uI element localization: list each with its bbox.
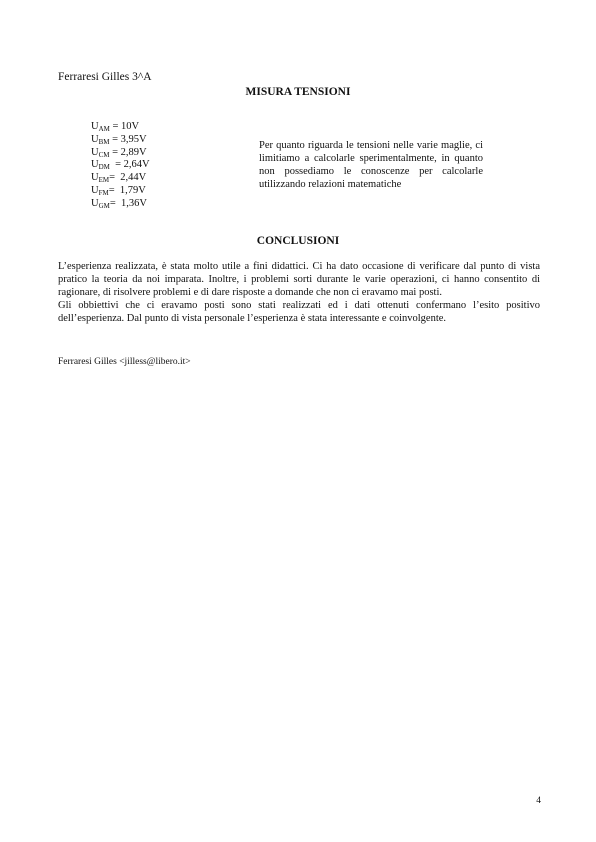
page-number: 4 (536, 796, 541, 806)
measurement-note: Per quanto riguarda le tensioni nelle varie maglie, ci limitiamo a calcolarle sperimentalmente, in quanto non possediamo le conoscenze per calcolarle utilizzando relazioni matematiche (259, 140, 483, 190)
section-title-conclusions: CONCLUSIONI (256, 235, 340, 247)
voltage-row-bm: $U_{BM} = 3,95V$ (91, 133, 147, 146)
voltage-list (91, 121, 150, 211)
voltage-row-cm: $U_{CM} = 2,89V$ (91, 146, 147, 159)
voltage-row-em: $U_{EM}= 2,44V$ (91, 172, 147, 185)
conclusion-paragraph-2: Gli obbiettivi che ci eravamo posti sono stati realizzati ed i dati ottenuti confermano l’esito positivo dell’esperienza. Dal punto di vista personale l’esperienza è stata interessante e coinvolgente. (58, 300, 540, 324)
author-line: Ferraresi Gilles 3^A (58, 71, 152, 83)
voltage-row-gm: $U_{GM}= 1,36V$ (91, 197, 148, 210)
conclusion-paragraph-1: L’esperienza realizzata, è stata molto utile a fini didattici. Ci ha dato occasione di verificare dal punto di vista pratico la teoria da noi imparata. Inoltre, i problemi sorti durante le varie operazioni, ci hanno consentito di ragionare, di risolvere problemi e di dare risposte a domande che non ci eravamo mai posti. (58, 261, 540, 298)
section-title-measurements: MISURA TENSIONI (245, 86, 351, 98)
conclusion-text (58, 260, 540, 325)
voltage-row-dm: $U_{DM} = 2,64V$ (91, 159, 150, 172)
voltage-row-am: $U_{AM} = 10V$ (91, 121, 140, 133)
footer-contact: Ferraresi Gilles <jilless@libero.it> (58, 357, 191, 367)
voltage-row-fm: $U_{FM}= 1,79V$ (91, 184, 146, 197)
